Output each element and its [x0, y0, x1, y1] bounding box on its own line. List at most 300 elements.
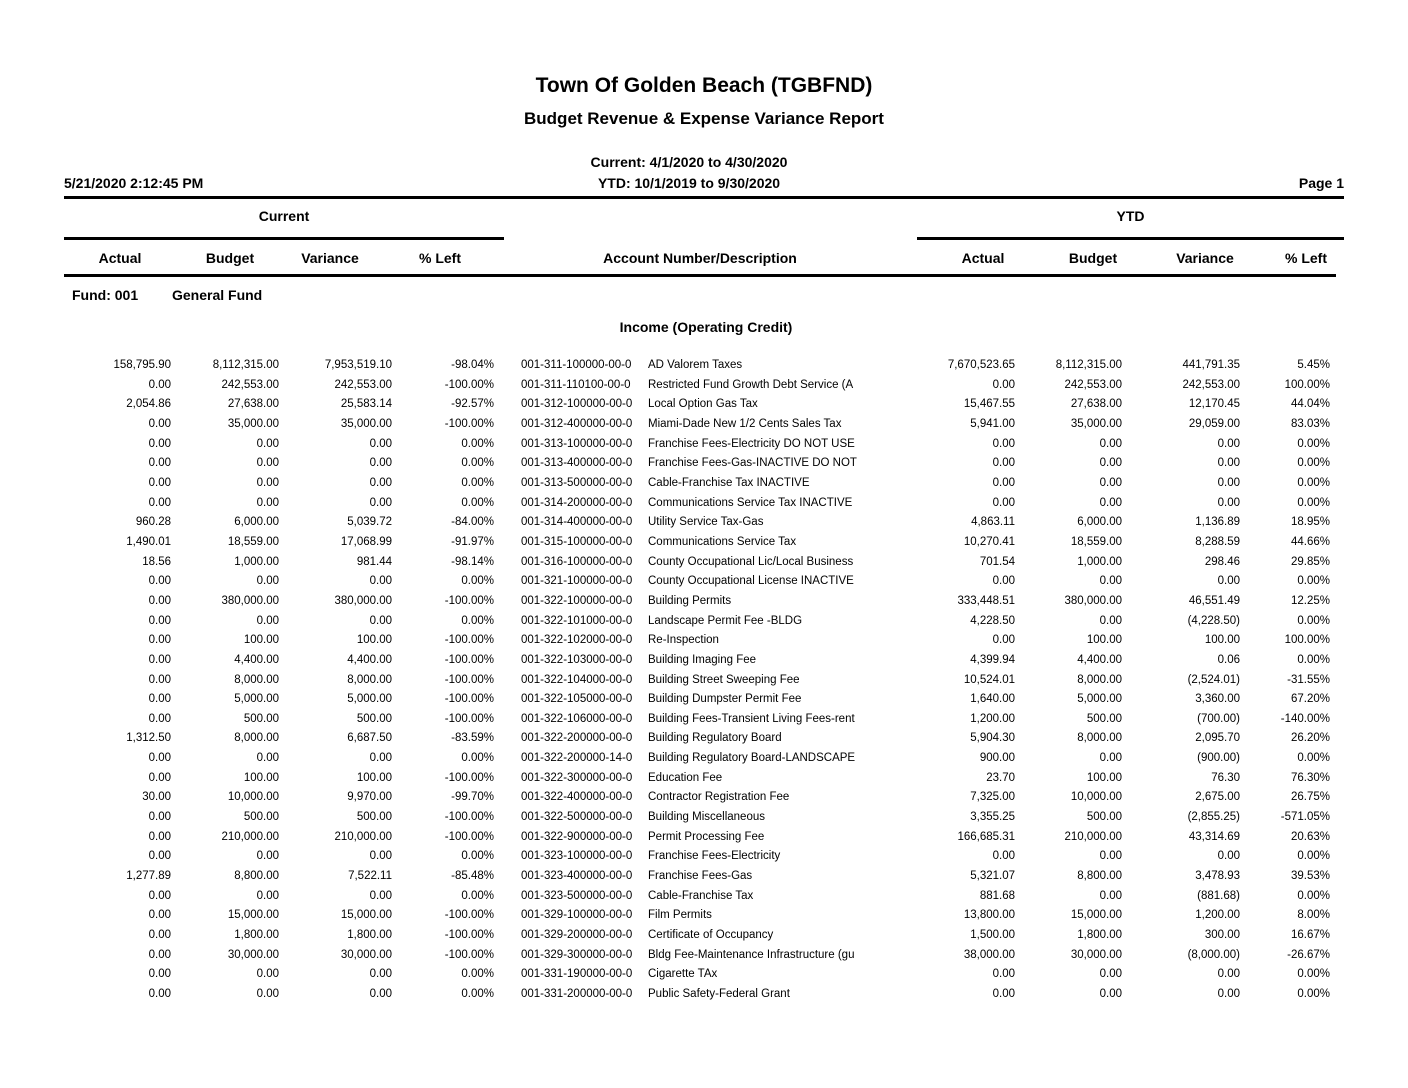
col-header-ytd-actual: Actual [961, 250, 1005, 266]
cur-budget-cell: 500.00 [243, 712, 279, 725]
ytd-actual-cell: 0.00 [992, 437, 1015, 450]
ytd-actual-cell: 900.00 [979, 752, 1015, 765]
ytd-variance-cell: 0.00 [1217, 968, 1240, 981]
account-number-cell: 001-311-110100-00-0 [521, 378, 631, 391]
ytd-pct-left-cell: 5.45% [1297, 359, 1330, 371]
cur-actual-cell: 0.00 [148, 948, 171, 961]
ytd-variance-cell: 76.30 [1211, 771, 1240, 784]
cur-variance-cell: 8,000.00 [347, 673, 392, 686]
cur-actual-cell: 0.00 [148, 496, 171, 509]
ytd-variance-cell: 300.00 [1204, 929, 1240, 942]
cur-variance-cell: 0.00 [369, 457, 392, 470]
ytd-actual-cell: 5,904.30 [970, 732, 1015, 745]
table-row [0, 729, 1408, 749]
ytd-budget-cell: 100.00 [1086, 771, 1122, 784]
ytd-budget-cell: 8,112,315.00 [1055, 359, 1122, 371]
account-number-cell: 001-311-100000-00-0 [521, 359, 632, 371]
ytd-pct-left-cell: 44.04% [1290, 398, 1330, 411]
cur-actual-cell: 1,490.01 [126, 535, 171, 548]
cur-pct-left-cell: 0.00% [461, 614, 494, 627]
ytd-pct-left-cell: 39.53% [1290, 870, 1330, 883]
cur-actual-cell: 0.00 [148, 594, 171, 607]
cur-variance-cell: 0.00 [369, 496, 392, 509]
account-number-cell: 001-322-101000-00-0 [521, 614, 633, 627]
ytd-pct-left-cell: 0.00% [1297, 437, 1330, 450]
cur-variance-cell: 5,000.00 [347, 693, 392, 706]
ytd-actual-cell: 0.00 [992, 575, 1015, 588]
account-number-cell: 001-331-190000-00-0 [521, 968, 633, 981]
table-row [0, 651, 1408, 671]
cur-variance-cell: 25,583.14 [340, 398, 392, 411]
col-header-ytd-budget: Budget [1068, 250, 1118, 266]
ytd-budget-cell: 0.00 [1099, 476, 1122, 489]
cur-budget-cell: 15,000.00 [227, 909, 279, 922]
cur-budget-cell: 0.00 [256, 889, 279, 902]
cur-pct-left-cell: 0.00% [461, 889, 494, 902]
cur-variance-cell: 0.00 [369, 752, 392, 765]
cur-pct-left-cell: -100.00% [444, 693, 494, 706]
account-description-cell: Franchise Fees-Electricity [648, 850, 781, 863]
account-number-cell: 001-329-100000-00-0 [521, 909, 633, 922]
account-number-cell: 001-329-300000-00-0 [521, 948, 633, 961]
ytd-variance-cell: 2,095.70 [1195, 732, 1240, 745]
col-header-ytd-pct-left: % Left [1285, 250, 1327, 266]
ytd-budget-cell: 27,638.00 [1070, 398, 1122, 411]
account-description-cell: Communications Service Tax [648, 535, 797, 548]
cur-variance-cell: 500.00 [356, 712, 392, 725]
ytd-pct-left-cell: 0.00% [1297, 476, 1330, 489]
ytd-pct-left-cell: 8.00% [1297, 909, 1330, 922]
cur-variance-cell: 9,970.00 [347, 791, 392, 804]
ytd-variance-cell: 298.46 [1204, 555, 1240, 568]
cur-pct-left-cell: 0.00% [461, 437, 494, 450]
ytd-budget-cell: 0.00 [1099, 614, 1122, 627]
ytd-actual-cell: 15,467.55 [963, 398, 1015, 411]
cur-budget-cell: 18,559.00 [227, 535, 279, 548]
cur-pct-left-cell: 0.00% [461, 457, 494, 470]
ytd-budget-cell: 0.00 [1099, 889, 1122, 902]
ytd-pct-left-cell: 18.95% [1290, 516, 1330, 529]
cur-budget-cell: 0.00 [256, 476, 279, 489]
account-number-cell: 001-323-100000-00-0 [521, 850, 633, 863]
cur-budget-cell: 0.00 [256, 752, 279, 765]
ytd-variance-cell: 12,170.45 [1188, 398, 1240, 411]
table-row [0, 454, 1408, 474]
ytd-budget-cell: 15,000.00 [1070, 909, 1122, 922]
ytd-budget-cell: 0.00 [1099, 850, 1122, 863]
ytd-budget-cell: 5,000.00 [1077, 693, 1122, 706]
cur-actual-cell: 0.00 [148, 811, 171, 824]
account-description-cell: Franchise Fees-Electricity DO NOT USE [648, 437, 855, 450]
cur-pct-left-cell: 0.00% [461, 968, 494, 981]
account-number-cell: 001-322-105000-00-0 [521, 693, 633, 706]
table-row [0, 494, 1408, 514]
cur-actual-cell: 0.00 [148, 417, 171, 430]
ytd-actual-cell: 4,228.50 [970, 614, 1015, 627]
cur-budget-cell: 1,800.00 [234, 929, 279, 942]
cur-pct-left-cell: -99.70% [451, 791, 494, 804]
ytd-pct-left-cell: 100.00% [1284, 378, 1330, 391]
cur-variance-cell: 0.00 [369, 968, 392, 981]
cur-variance-cell: 7,953,519.10 [324, 359, 392, 371]
ytd-pct-left-cell: -140.00% [1280, 712, 1330, 725]
cur-pct-left-cell: -98.14% [451, 555, 494, 568]
account-description-cell: Communications Service Tax INACTIVE [648, 496, 853, 509]
cur-actual-cell: 0.00 [148, 575, 171, 588]
table-row [0, 946, 1408, 966]
table-row [0, 671, 1408, 691]
cur-budget-cell: 27,638.00 [227, 398, 279, 411]
table-row [0, 769, 1408, 789]
ytd-budget-cell: 4,400.00 [1077, 653, 1122, 666]
ytd-budget-cell: 1,800.00 [1077, 929, 1122, 942]
cur-variance-cell: 5,039.72 [347, 516, 392, 529]
ytd-budget-cell: 0.00 [1099, 496, 1122, 509]
report-subtitle: Budget Revenue & Expense Variance Report [524, 109, 884, 128]
account-number-cell: 001-323-500000-00-0 [521, 889, 633, 902]
ytd-budget-cell: 6,000.00 [1077, 516, 1122, 529]
ytd-budget-cell: 0.00 [1099, 752, 1122, 765]
account-description-cell: Building Street Sweeping Fee [648, 673, 800, 686]
account-description-cell: Restricted Fund Growth Debt Service (A [648, 378, 854, 391]
account-number-cell: 001-322-106000-00-0 [521, 712, 633, 725]
ytd-variance-cell: (2,855.25) [1187, 811, 1240, 824]
cur-variance-cell: 500.00 [356, 811, 392, 824]
cur-pct-left-cell: -92.57% [451, 398, 494, 411]
account-description-cell: County Occupational Lic/Local Business [648, 555, 854, 568]
cur-actual-cell: 1,277.89 [126, 870, 171, 883]
table-row [0, 572, 1408, 592]
ytd-actual-cell: 333,448.51 [957, 594, 1015, 607]
ytd-pct-left-cell: 83.03% [1290, 417, 1330, 430]
col-header-cur-variance: Variance [301, 250, 359, 266]
cur-variance-cell: 100.00 [356, 771, 392, 784]
cur-actual-cell: 18.56 [142, 555, 171, 568]
ytd-budget-cell: 18,559.00 [1070, 535, 1122, 548]
cur-budget-cell: 0.00 [256, 496, 279, 509]
ytd-actual-cell: 1,640.00 [970, 693, 1015, 706]
account-number-cell: 001-322-102000-00-0 [521, 634, 633, 647]
ytd-budget-cell: 8,800.00 [1077, 870, 1122, 883]
ytd-variance-cell: 0.06 [1217, 653, 1240, 666]
account-description-cell: Cable-Franchise Tax [648, 889, 754, 902]
section-title: Income (Operating Credit) [619, 319, 793, 335]
ytd-budget-cell: 8,000.00 [1077, 673, 1122, 686]
cur-actual-cell: 158,795.90 [113, 359, 171, 371]
cur-actual-cell: 0.00 [148, 476, 171, 489]
table-row [0, 356, 1408, 376]
cur-budget-cell: 100.00 [243, 771, 279, 784]
cur-variance-cell: 17,068.99 [340, 535, 392, 548]
account-description-cell: Miami-Dade New 1/2 Cents Sales Tax [648, 417, 842, 430]
account-description-cell: Building Permits [648, 594, 732, 607]
cur-pct-left-cell: -98.04% [451, 359, 494, 371]
account-number-cell: 001-315-100000-00-0 [521, 535, 633, 548]
cur-variance-cell: 0.00 [369, 476, 392, 489]
ytd-pct-left-cell: 0.00% [1297, 889, 1330, 902]
cur-actual-cell: 0.00 [148, 909, 171, 922]
cur-variance-cell: 15,000.00 [340, 909, 392, 922]
cur-budget-cell: 35,000.00 [227, 417, 279, 430]
cur-actual-cell: 0.00 [148, 653, 171, 666]
ytd-budget-cell: 210,000.00 [1064, 830, 1122, 843]
account-description-cell: Building Dumpster Permit Fee [648, 693, 802, 706]
cur-actual-cell: 0.00 [148, 752, 171, 765]
cur-pct-left-cell: 0.00% [461, 752, 494, 765]
cur-actual-cell: 0.00 [148, 988, 171, 1000]
ytd-actual-cell: 0.00 [992, 968, 1015, 981]
cur-budget-cell: 30,000.00 [227, 948, 279, 961]
account-number-cell: 001-313-400000-00-0 [521, 457, 633, 470]
cur-budget-cell: 0.00 [256, 457, 279, 470]
ytd-budget-cell: 0.00 [1099, 968, 1122, 981]
report-table-body [0, 356, 1408, 1005]
account-description-cell: Cigarette TAx [648, 968, 718, 981]
account-number-cell: 001-312-100000-00-0 [521, 398, 633, 411]
table-row [0, 631, 1408, 651]
cur-pct-left-cell: 0.00% [461, 476, 494, 489]
cur-budget-cell: 0.00 [256, 614, 279, 627]
cur-actual-cell: 0.00 [148, 673, 171, 686]
cur-pct-left-cell: -100.00% [444, 673, 494, 686]
cur-pct-left-cell: 0.00% [461, 496, 494, 509]
account-number-cell: 001-312-400000-00-0 [521, 417, 633, 430]
ytd-actual-cell: 0.00 [992, 476, 1015, 489]
ytd-variance-cell: 29,059.00 [1188, 417, 1240, 430]
cur-pct-left-cell: 0.00% [461, 988, 494, 1000]
col-header-ytd-variance: Variance [1176, 250, 1234, 266]
ytd-variance-cell: 0.00 [1217, 575, 1240, 588]
fund-name: General Fund [172, 287, 263, 303]
cur-variance-cell: 0.00 [369, 988, 392, 1000]
ytd-budget-cell: 0.00 [1099, 988, 1122, 1000]
account-number-cell: 001-322-103000-00-0 [521, 653, 633, 666]
table-row [0, 376, 1408, 396]
table-row [0, 906, 1408, 926]
account-number-cell: 001-322-400000-00-0 [521, 791, 633, 804]
account-description-cell: AD Valorem Taxes [648, 359, 743, 371]
table-row [0, 553, 1408, 573]
table-row [0, 415, 1408, 435]
ytd-variance-cell: 46,551.49 [1188, 594, 1240, 607]
ytd-variance-cell: 0.00 [1217, 476, 1240, 489]
account-description-cell: Public Safety-Federal Grant [648, 988, 790, 1000]
cur-variance-cell: 242,553.00 [334, 378, 392, 391]
account-description-cell: Local Option Gas Tax [648, 398, 758, 411]
cur-pct-left-cell: -100.00% [444, 830, 494, 843]
ytd-actual-cell: 881.68 [979, 889, 1015, 902]
cur-budget-cell: 6,000.00 [234, 516, 279, 529]
ytd-actual-cell: 10,270.41 [963, 535, 1015, 548]
cur-variance-cell: 0.00 [369, 575, 392, 588]
ytd-variance-cell: (4,228.50) [1187, 614, 1240, 627]
ytd-variance-cell: 0.00 [1217, 496, 1240, 509]
account-description-cell: Building Miscellaneous [648, 811, 765, 824]
ytd-budget-cell: 10,000.00 [1070, 791, 1122, 804]
cur-budget-cell: 8,000.00 [234, 732, 279, 745]
ytd-pct-left-cell: 67.20% [1290, 693, 1330, 706]
cur-pct-left-cell: -100.00% [444, 417, 494, 430]
ytd-actual-cell: 0.00 [992, 850, 1015, 863]
cur-budget-cell: 8,000.00 [234, 673, 279, 686]
table-row [0, 435, 1408, 455]
account-number-cell: 001-314-400000-00-0 [521, 516, 633, 529]
account-description-cell: Building Imaging Fee [648, 653, 757, 666]
table-row [0, 887, 1408, 907]
cur-variance-cell: 0.00 [369, 850, 392, 863]
ytd-variance-cell: 0.00 [1217, 457, 1240, 470]
ytd-budget-cell: 0.00 [1099, 457, 1122, 470]
ytd-actual-cell: 166,685.31 [957, 830, 1015, 843]
account-number-cell: 001-331-200000-00-0 [521, 988, 633, 1000]
cur-variance-cell: 0.00 [369, 889, 392, 902]
cur-pct-left-cell: -100.00% [444, 929, 494, 942]
cur-pct-left-cell: 0.00% [461, 850, 494, 863]
table-row [0, 808, 1408, 828]
account-description-cell: Franchise Fees-Gas-INACTIVE DO NOT [648, 457, 857, 470]
table-row [0, 513, 1408, 533]
ytd-budget-cell: 8,000.00 [1077, 732, 1122, 745]
ytd-period-range: YTD: 10/1/2019 to 9/30/2020 [597, 175, 781, 191]
cur-variance-cell: 4,400.00 [347, 653, 392, 666]
account-number-cell: 001-322-100000-00-0 [521, 594, 633, 607]
ytd-budget-cell: 500.00 [1086, 712, 1122, 725]
cur-variance-cell: 1,800.00 [347, 929, 392, 942]
cur-actual-cell: 0.00 [148, 850, 171, 863]
ytd-pct-left-cell: 20.63% [1290, 830, 1330, 843]
account-description-cell: Film Permits [648, 909, 712, 922]
ytd-variance-cell: (700.00) [1197, 712, 1240, 725]
ytd-variance-cell: (2,524.01) [1187, 673, 1240, 686]
cur-variance-cell: 981.44 [356, 555, 392, 568]
cur-pct-left-cell: 0.00% [461, 575, 494, 588]
table-row [0, 710, 1408, 730]
cur-budget-cell: 0.00 [256, 437, 279, 450]
cur-actual-cell: 0.00 [148, 378, 171, 391]
header-top-rule [64, 196, 1344, 199]
current-group-header: Current [258, 208, 310, 224]
ytd-variance-cell: 0.00 [1217, 988, 1240, 1000]
ytd-budget-cell: 35,000.00 [1070, 417, 1122, 430]
account-description-cell: Education Fee [648, 771, 723, 784]
cur-pct-left-cell: -100.00% [444, 634, 494, 647]
cur-variance-cell: 100.00 [356, 634, 392, 647]
cur-pct-left-cell: -91.97% [451, 535, 494, 548]
cur-pct-left-cell: -100.00% [444, 712, 494, 725]
ytd-budget-cell: 30,000.00 [1070, 948, 1122, 961]
cur-actual-cell: 30.00 [142, 791, 171, 804]
cur-variance-cell: 0.00 [369, 614, 392, 627]
cur-budget-cell: 0.00 [256, 575, 279, 588]
table-row [0, 592, 1408, 612]
account-description-cell: Building Fees-Transient Living Fees-rent [648, 712, 855, 725]
ytd-variance-cell: 0.00 [1217, 850, 1240, 863]
fund-label: Fund: 001 [72, 287, 139, 303]
ytd-pct-left-cell: 100.00% [1284, 634, 1330, 647]
account-number-cell: 001-322-500000-00-0 [521, 811, 633, 824]
cur-budget-cell: 4,400.00 [234, 653, 279, 666]
col-header-cur-pct-left: % Left [419, 250, 461, 266]
ytd-actual-cell: 7,325.00 [970, 791, 1015, 804]
ytd-pct-left-cell: 0.00% [1297, 968, 1330, 981]
table-row [0, 788, 1408, 808]
account-number-cell: 001-313-500000-00-0 [521, 476, 633, 489]
ytd-budget-cell: 380,000.00 [1064, 594, 1122, 607]
account-description-cell: Building Regulatory Board [648, 732, 782, 745]
ytd-variance-cell: 3,478.93 [1195, 870, 1240, 883]
report-title: Town Of Golden Beach (TGBFND) [535, 74, 873, 97]
current-period-range: Current: 4/1/2020 to 4/30/2020 [590, 154, 788, 170]
ytd-actual-cell: 13,800.00 [963, 909, 1015, 922]
account-description-cell: County Occupational License INACTIVE [648, 575, 854, 588]
ytd-actual-cell: 1,200.00 [970, 712, 1015, 725]
account-description-cell: Franchise Fees-Gas [648, 870, 753, 883]
cur-budget-cell: 242,553.00 [221, 378, 279, 391]
ytd-variance-cell: 441,791.35 [1182, 359, 1240, 371]
cur-budget-cell: 100.00 [243, 634, 279, 647]
account-description-cell: Utility Service Tax-Gas [648, 516, 764, 529]
ytd-pct-left-cell: 0.00% [1297, 496, 1330, 509]
cur-variance-cell: 0.00 [369, 437, 392, 450]
ytd-variance-cell: (900.00) [1197, 752, 1240, 765]
cur-budget-cell: 0.00 [256, 850, 279, 863]
ytd-budget-cell: 0.00 [1099, 437, 1122, 450]
cur-actual-cell: 0.00 [148, 968, 171, 981]
ytd-pct-left-cell: 0.00% [1297, 653, 1330, 666]
ytd-actual-cell: 4,863.11 [971, 516, 1015, 529]
cur-actual-cell: 0.00 [148, 457, 171, 470]
cur-pct-left-cell: -83.59% [451, 732, 494, 745]
table-row [0, 749, 1408, 769]
ytd-actual-cell: 1,500.00 [970, 929, 1015, 942]
cur-pct-left-cell: -84.00% [451, 516, 494, 529]
ytd-budget-cell: 100.00 [1086, 634, 1122, 647]
cur-actual-cell: 0.00 [148, 437, 171, 450]
cur-pct-left-cell: -100.00% [444, 811, 494, 824]
ytd-variance-cell: 43,314.69 [1188, 830, 1240, 843]
ytd-pct-left-cell: 0.00% [1297, 575, 1330, 588]
account-description-cell: Contractor Registration Fee [648, 791, 790, 804]
account-number-cell: 001-322-200000-14-0 [521, 752, 633, 765]
account-description-cell: Permit Processing Fee [648, 830, 765, 843]
ytd-pct-left-cell: -31.55% [1287, 673, 1330, 686]
page-number: Page 1 [1298, 175, 1344, 191]
cur-budget-cell: 8,112,315.00 [212, 359, 279, 371]
ytd-pct-left-cell: 0.00% [1297, 752, 1330, 765]
cur-budget-cell: 210,000.00 [221, 830, 279, 843]
cur-pct-left-cell: -100.00% [444, 653, 494, 666]
cur-pct-left-cell: -100.00% [444, 909, 494, 922]
account-number-cell: 001-323-400000-00-0 [521, 870, 633, 883]
account-description-cell: Re-Inspection [648, 634, 719, 647]
table-row [0, 985, 1408, 1005]
cur-actual-cell: 0.00 [148, 830, 171, 843]
account-description-cell: Cable-Franchise Tax INACTIVE [648, 476, 810, 489]
cur-budget-cell: 500.00 [243, 811, 279, 824]
table-row [0, 847, 1408, 867]
print-datetime: 5/21/2020 2:12:45 PM [64, 175, 204, 191]
cur-pct-left-cell: -100.00% [444, 771, 494, 784]
ytd-budget-cell: 500.00 [1086, 811, 1122, 824]
cur-actual-cell: 0.00 [148, 889, 171, 902]
cur-actual-cell: 0.00 [148, 929, 171, 942]
cur-budget-cell: 0.00 [256, 968, 279, 981]
ytd-actual-cell: 0.00 [992, 457, 1015, 470]
cur-actual-cell: 0.00 [148, 712, 171, 725]
table-row [0, 965, 1408, 985]
ytd-actual-cell: 5,941.00 [970, 417, 1015, 430]
cur-variance-cell: 6,687.50 [347, 732, 392, 745]
